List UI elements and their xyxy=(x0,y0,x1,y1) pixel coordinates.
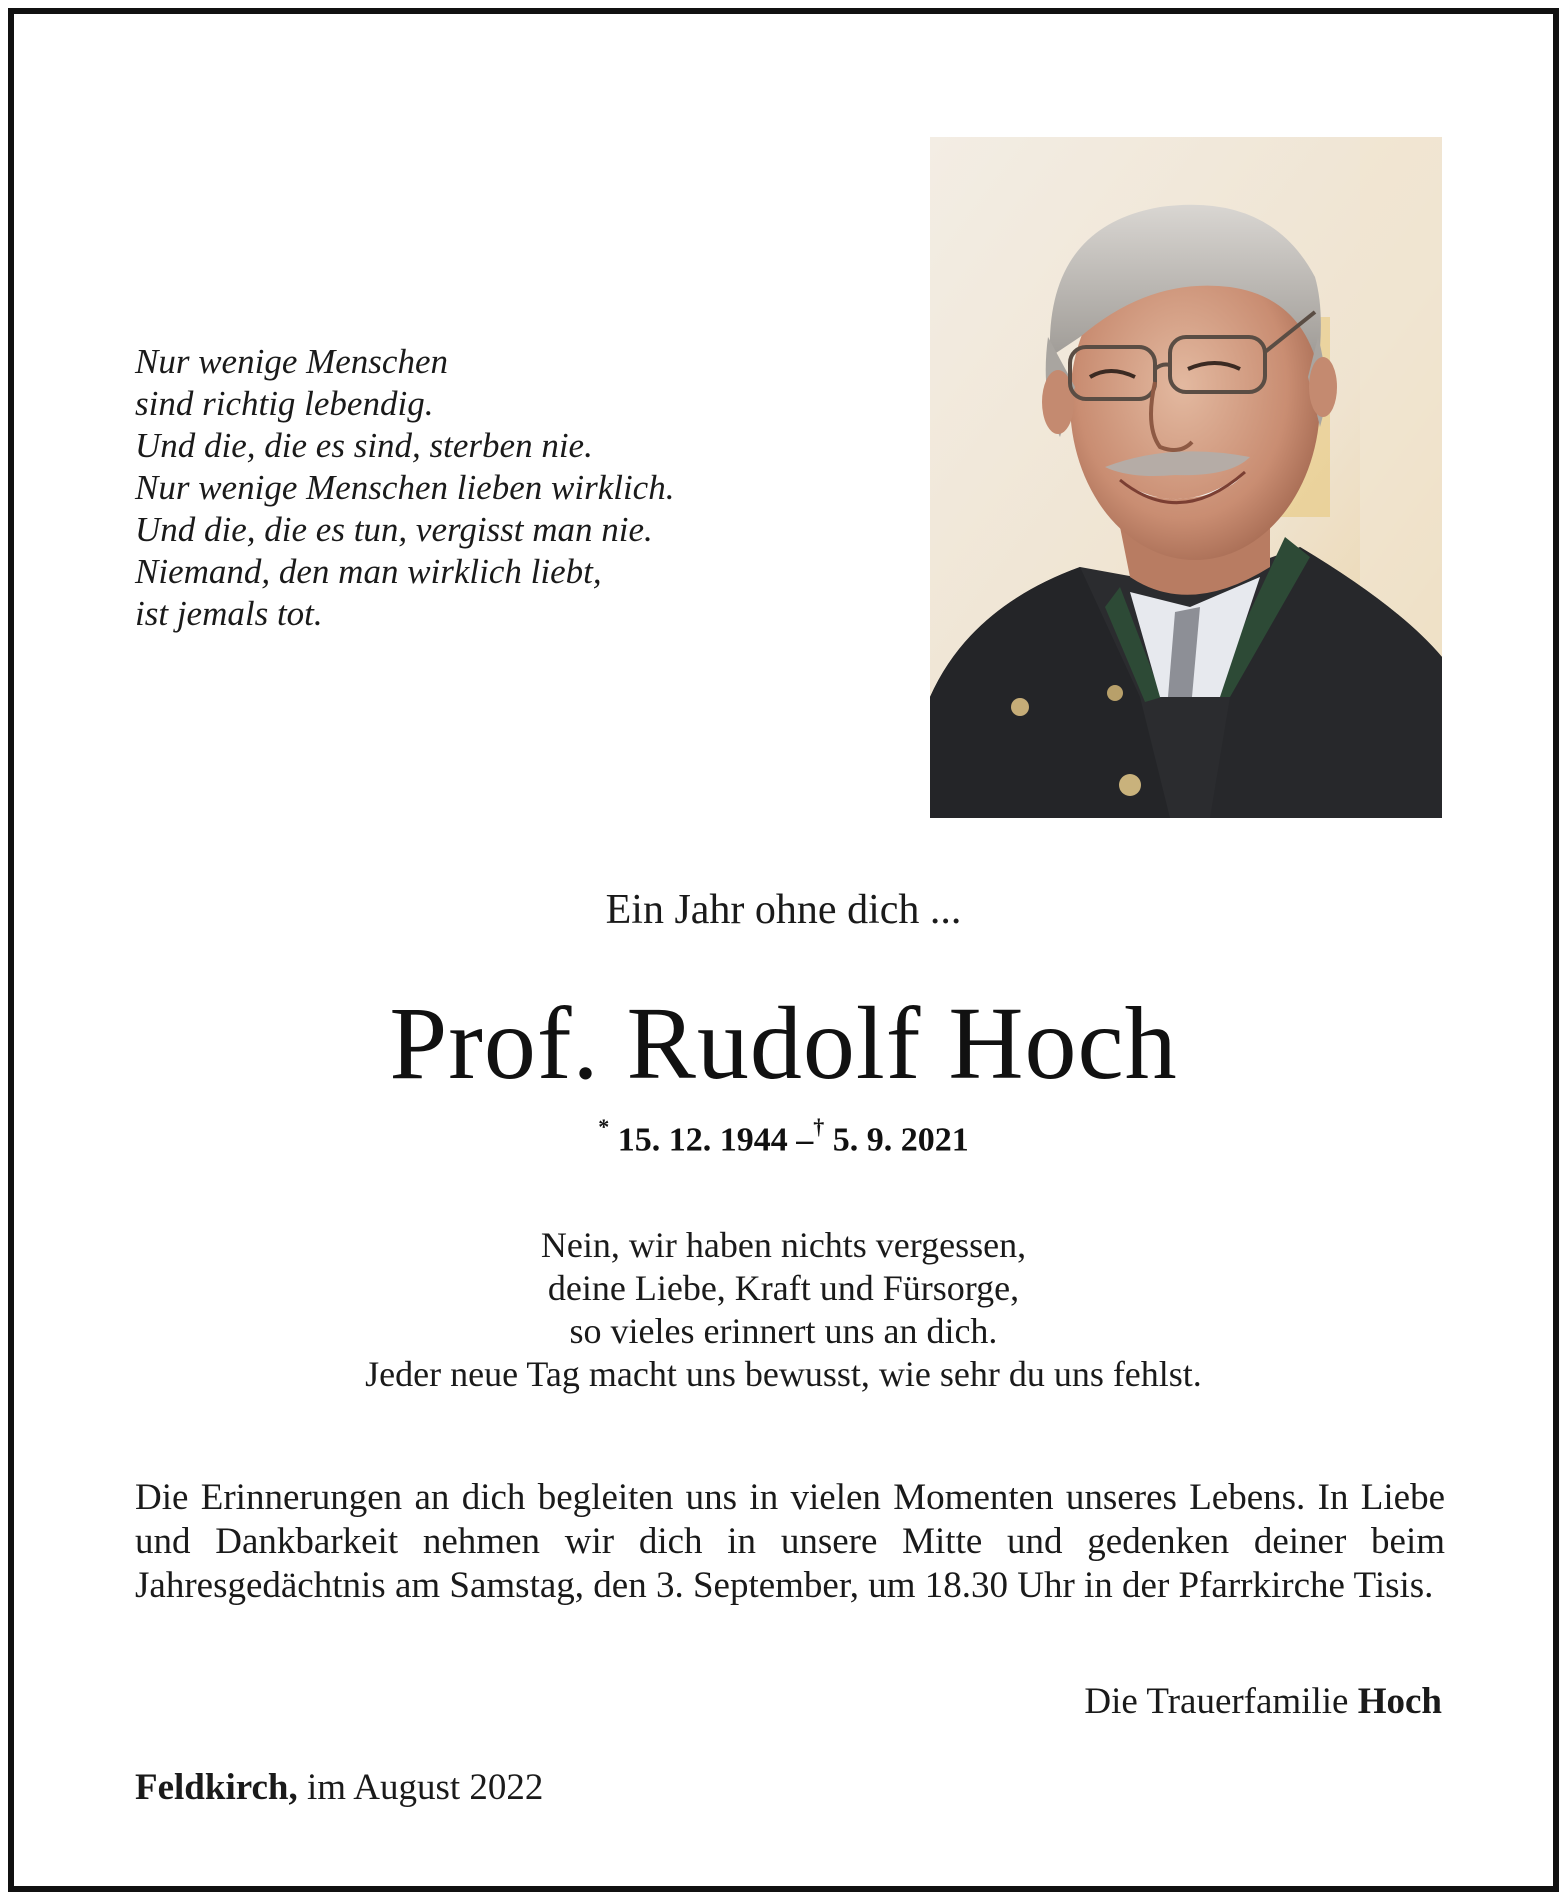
date-separator: – xyxy=(796,1121,814,1159)
verse-line: Jeder neue Tag macht uns bewusst, wie sehr du uns fehlst. xyxy=(365,1354,1202,1394)
death-symbol: † xyxy=(813,1114,825,1139)
portrait-photo xyxy=(930,137,1442,818)
obituary-card xyxy=(8,8,1559,1892)
poem xyxy=(135,341,785,635)
birth-symbol: * xyxy=(598,1114,610,1139)
poem-line: Und die, die es sind, sterben nie. xyxy=(135,426,593,465)
memorial-message: Die Erinnerungen an dich begleiten uns in vielen Momenten unseres Lebens. In Liebe und Dankbarkeit nehmen wir dich in unsere Mitte und gedenken deiner beim Jahresgedächtnis am Samstag, den 3. September, um 18.30 Uhr in der Pfarrkirche Tisis. xyxy=(135,1477,1445,1606)
poem-line: Nur wenige Menschen lieben wirklich. xyxy=(135,468,675,507)
poem-line: sind richtig lebendig. xyxy=(135,384,434,423)
poem-line: Nur wenige Menschen xyxy=(135,342,448,381)
death-date: 5. 9. 2021 xyxy=(832,1121,969,1159)
poem-line: Und die, die es tun, vergisst man nie. xyxy=(135,510,653,549)
verse-line: so vieles erinnert uns an dich. xyxy=(569,1311,998,1351)
signature-prefix: Die Trauerfamilie xyxy=(1084,1681,1349,1722)
verse xyxy=(14,1224,1553,1396)
date: im August 2022 xyxy=(307,1767,544,1808)
poem-line: ist jemals tot. xyxy=(135,594,323,633)
signature xyxy=(1084,1680,1442,1723)
poem-line: Niemand, den man wirklich liebt, xyxy=(135,552,602,591)
life-dates xyxy=(14,1114,1553,1159)
subtitle: Ein Jahr ohne dich ... xyxy=(605,887,962,933)
family-name: Hoch xyxy=(1357,1681,1442,1722)
deceased-name: Prof. Rudolf Hoch xyxy=(389,986,1178,1101)
verse-line: deine Liebe, Kraft und Fürsorge, xyxy=(547,1268,1020,1308)
place: Feldkirch, xyxy=(135,1767,298,1808)
place-date xyxy=(135,1766,543,1809)
verse-line: Nein, wir haben nichts vergessen, xyxy=(540,1225,1027,1265)
birth-date: 15. 12. 1944 xyxy=(617,1121,788,1159)
